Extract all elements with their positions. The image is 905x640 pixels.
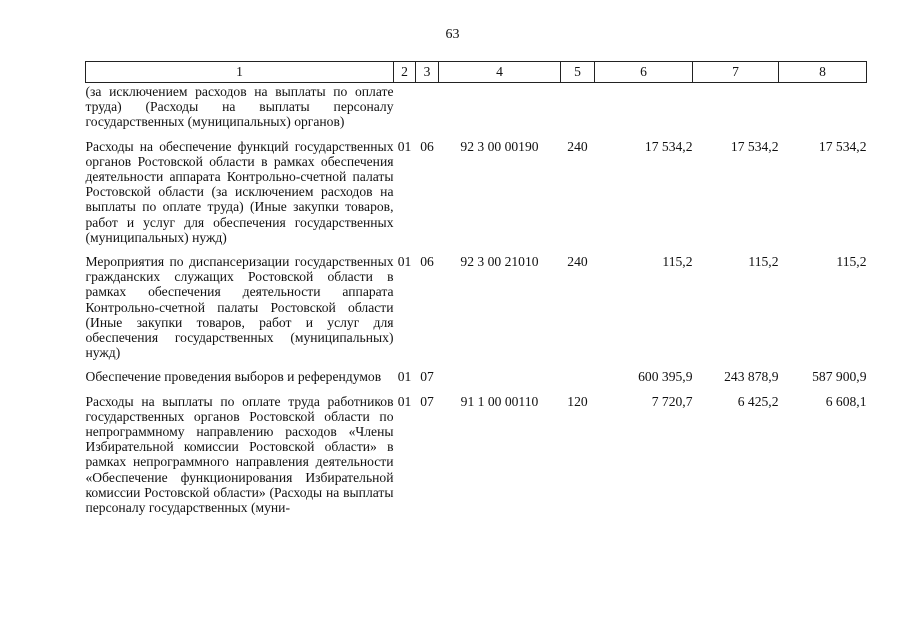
row-description: Мероприятия по диспансеризации государственных гражданских служащих Ростовской области в рамках обеспечения деятельности аппарата Контрольно-счетной палаты Ростовской области (Иные закупки товаров, работ и услуг для обеспечения государственных (муниципальных) нужд) (85, 254, 394, 361)
table-row (86, 369, 867, 384)
row-description: (за исключением расходов на выплаты по оплате труда) (Расходы на выплаты персоналу государственных (муниципальных) органов) (85, 84, 394, 130)
row-spacer (86, 385, 867, 394)
row-amount-col6: 115,2 (662, 254, 693, 270)
row-subsection: 06 (420, 254, 434, 270)
row-amount-col8 (779, 83, 867, 130)
row-description: Расходы на обеспечение функций государственных органов Ростовской области в рамках обеспечения деятельности аппарата Контрольно-счетной палаты Ростовской области (за исключением расходов на выплаты по оплате труда) (Иные закупки товаров, работ и услуг для обеспечения государственных (муниципальных) нужд) (85, 138, 394, 245)
row-amount-col6: 7 720,7 (651, 393, 693, 409)
row-amount-col7: 17 534,2 (730, 138, 779, 154)
row-expense-type: 120 (567, 393, 588, 409)
table-row (86, 139, 867, 245)
header-col-5: 5 (561, 62, 595, 83)
row-description: Расходы на выплаты по оплате труда работников государственных органов Ростовской области по непрограммному направлению расходов «Члены Избирательной комиссии Ростовской области» в рамках непрограммного направления деятельности «Обеспечение функционирования Избирательной комиссии Ростовской области» (Расходы на выплаты персоналу государственных (муни- (85, 393, 394, 516)
row-section (394, 83, 416, 130)
row-amount-col8: 587 900,9 (812, 369, 867, 385)
row-expense-type (561, 369, 595, 384)
row-expense-type (561, 83, 595, 130)
page-number: 63 (445, 27, 460, 42)
row-target-code: 92 3 00 21010 (460, 254, 539, 270)
row-section: 01 (397, 138, 412, 154)
row-amount-col6: 600 395,9 (638, 369, 693, 385)
row-spacer (86, 245, 867, 254)
row-amount-col7 (693, 83, 779, 130)
row-subsection: 07 (420, 369, 434, 385)
table-row (86, 254, 867, 360)
row-amount-col6: 17 534,2 (644, 138, 693, 154)
row-amount-col8: 6 608,1 (825, 393, 867, 409)
row-subsection: 06 (420, 138, 434, 154)
header-col-4: 4 (439, 62, 561, 83)
header-col-6: 6 (595, 62, 693, 83)
budget-table (85, 61, 867, 515)
row-amount-col7: 6 425,2 (737, 393, 779, 409)
row-amount-col6 (595, 83, 693, 130)
row-spacer (86, 130, 867, 139)
row-section: 01 (397, 393, 412, 409)
row-amount-col7: 115,2 (748, 254, 779, 270)
header-col-3: 3 (416, 62, 439, 83)
row-amount-col7: 243 878,9 (724, 369, 779, 385)
header-col-8: 8 (779, 62, 867, 83)
row-target-code (439, 83, 561, 130)
row-subsection: 07 (420, 393, 434, 409)
header-col-1: 1 (86, 62, 394, 83)
row-subsection (416, 83, 439, 130)
row-amount-col8: 115,2 (836, 254, 867, 270)
header-col-2: 2 (394, 62, 416, 83)
row-amount-col8: 17 534,2 (818, 138, 867, 154)
row-target-code (439, 369, 561, 384)
table-row (86, 83, 867, 130)
row-target-code: 91 1 00 00110 (460, 393, 539, 409)
row-section: 01 (397, 369, 412, 385)
row-spacer (86, 360, 867, 369)
header-col-7: 7 (693, 62, 779, 83)
row-description: Обеспечение проведения выборов и референдумов (85, 369, 382, 385)
table-row (86, 394, 867, 516)
row-section: 01 (397, 254, 412, 270)
row-target-code: 92 3 00 00190 (460, 138, 539, 154)
row-expense-type: 240 (567, 254, 588, 270)
row-expense-type: 240 (567, 138, 588, 154)
header-row (86, 62, 867, 83)
